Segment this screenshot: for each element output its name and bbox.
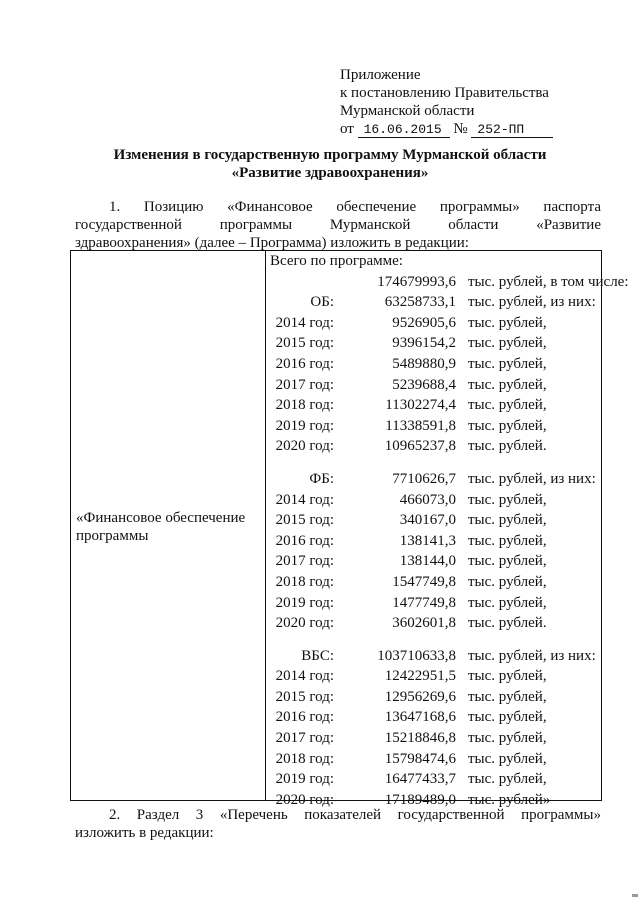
number-label: № xyxy=(453,121,468,137)
year-row xyxy=(270,313,600,334)
intro-line-1: 1. Позицию «Финансовое обеспечение программы» паспорта xyxy=(109,199,601,215)
year-row xyxy=(270,572,600,593)
financing-table xyxy=(70,250,629,808)
year-unit: тыс. рублей, xyxy=(468,688,547,705)
appendix-line-3: Мурманской области xyxy=(340,103,475,119)
total-value: 174679993,6 xyxy=(377,273,456,290)
year-row xyxy=(270,707,600,728)
year-label: 2015 год: xyxy=(275,512,334,529)
column-divider xyxy=(265,251,266,800)
year-label: 2014 год: xyxy=(275,491,334,508)
group-value: 63258733,1 xyxy=(384,294,456,311)
year-unit: тыс. рублей, xyxy=(468,573,547,590)
section-2-paragraph xyxy=(75,806,601,842)
year-unit: тыс. рублей, xyxy=(468,355,547,372)
year-label: 2016 год: xyxy=(275,709,334,726)
title-line-1: Изменения в государственную программу Мурманской области xyxy=(113,147,547,163)
year-row xyxy=(270,551,600,572)
scan-artifact xyxy=(632,894,638,897)
group-spacer xyxy=(270,634,600,646)
year-row xyxy=(270,490,600,511)
year-label: 2018 год: xyxy=(275,573,334,590)
year-value: 11338591,8 xyxy=(385,417,456,434)
group-label: ФБ: xyxy=(309,470,334,487)
year-row xyxy=(270,749,600,770)
document-date: 16.06.2015 xyxy=(358,123,450,138)
year-label: 2020 год: xyxy=(275,438,334,455)
document-title xyxy=(60,146,600,182)
appendix-header xyxy=(340,66,553,138)
year-unit: тыс. рублей, xyxy=(468,750,547,767)
intro-line-2: государственной программы Мурманской области «Развитие xyxy=(75,217,601,233)
year-unit: тыс. рублей, xyxy=(468,771,547,788)
year-row xyxy=(270,375,600,396)
year-value: 340167,0 xyxy=(399,512,456,529)
year-value: 1547749,8 xyxy=(392,573,456,590)
year-label: 2019 год: xyxy=(275,771,334,788)
year-value: 1477749,8 xyxy=(392,594,456,611)
year-value: 466073,0 xyxy=(399,491,456,508)
total-label: Всего по программе: xyxy=(270,253,403,269)
year-unit: тыс. рублей, xyxy=(468,730,547,747)
year-label: 2020 год: xyxy=(275,791,334,808)
appendix-date-line xyxy=(340,120,553,138)
year-row xyxy=(270,436,600,457)
year-value: 3602601,8 xyxy=(392,615,456,632)
year-row xyxy=(270,728,600,749)
year-value: 17189489,0 xyxy=(384,791,456,808)
year-unit: тыс. рублей, xyxy=(468,335,547,352)
year-row xyxy=(270,613,600,634)
section-2-line-2: изложить в редакции: xyxy=(75,825,214,841)
year-row xyxy=(270,687,600,708)
year-label: 2018 год: xyxy=(275,397,334,414)
year-row xyxy=(270,593,600,614)
group-header-row xyxy=(270,469,600,490)
year-unit: тыс. рублей, xyxy=(468,512,547,529)
year-unit: тыс. рублей, xyxy=(468,417,547,434)
year-label: 2017 год: xyxy=(275,553,334,570)
year-label: 2019 год: xyxy=(275,417,334,434)
year-value: 15798474,6 xyxy=(384,750,456,767)
year-value: 5239688,4 xyxy=(392,376,456,393)
year-unit: тыс. рублей, xyxy=(468,709,547,726)
year-value: 9396154,2 xyxy=(392,335,456,352)
group-header-row xyxy=(270,646,600,667)
group-unit: тыс. рублей, из них: xyxy=(468,294,596,311)
year-unit: тыс. рублей. xyxy=(468,438,547,455)
intro-line-3: здравоохранения» (далее – Программа) изложить в редакции: xyxy=(75,235,469,251)
year-row xyxy=(270,354,600,375)
year-label: 2014 год: xyxy=(275,668,334,685)
year-value: 12956269,6 xyxy=(384,688,456,705)
year-unit: тыс. рублей, xyxy=(468,668,547,685)
year-unit: тыс. рублей, xyxy=(468,553,547,570)
year-value: 10965237,8 xyxy=(384,438,456,455)
year-label: 2018 год: xyxy=(275,750,334,767)
group-header-row xyxy=(270,292,600,313)
group-spacer xyxy=(270,457,600,469)
year-unit: тыс. рублей, xyxy=(468,532,547,549)
year-unit: тыс. рублей, xyxy=(468,594,547,611)
year-value: 138141,3 xyxy=(399,532,456,549)
group-value: 7710626,7 xyxy=(392,470,456,487)
year-label: 2015 год: xyxy=(275,335,334,352)
year-unit: тыс. рублей, xyxy=(468,376,547,393)
total-label-row xyxy=(270,251,600,272)
financing-values xyxy=(270,251,629,810)
year-value: 16477433,7 xyxy=(384,771,456,788)
year-row xyxy=(270,395,600,416)
year-row xyxy=(270,510,600,531)
total-unit: тыс. рублей, в том числе: xyxy=(468,273,629,290)
intro-paragraph xyxy=(75,198,601,252)
year-value: 138144,0 xyxy=(399,553,456,570)
year-label: 2016 год: xyxy=(275,532,334,549)
group-label: ВБС: xyxy=(301,647,334,664)
year-value: 13647168,6 xyxy=(384,709,456,726)
year-value: 9526905,6 xyxy=(392,314,456,331)
title-line-2: «Развитие здравоохранения» xyxy=(231,165,429,181)
year-row xyxy=(270,531,600,552)
year-unit: тыс. рублей, xyxy=(468,491,547,508)
year-label: 2020 год: xyxy=(275,615,334,632)
year-unit: тыс. рублей» xyxy=(468,791,551,808)
year-row xyxy=(270,416,600,437)
year-value: 5489880,9 xyxy=(392,355,456,372)
financing-position-label: «Финансовое обеспечение программы xyxy=(76,510,246,544)
document-number: 252-ПП xyxy=(471,123,553,138)
group-value: 103710633,8 xyxy=(377,647,456,664)
year-label: 2014 год: xyxy=(275,314,334,331)
from-label: от xyxy=(340,121,354,137)
year-value: 15218846,8 xyxy=(384,730,456,747)
group-unit: тыс. рублей, из них: xyxy=(468,647,596,664)
year-value: 12422951,5 xyxy=(384,668,456,685)
total-value-row xyxy=(270,272,629,293)
year-label: 2016 год: xyxy=(275,355,334,372)
year-unit: тыс. рублей, xyxy=(468,397,547,414)
year-unit: тыс. рублей. xyxy=(468,615,547,632)
appendix-line-2: к постановлению Правительства xyxy=(340,85,549,101)
year-label: 2019 год: xyxy=(275,594,334,611)
year-label: 2015 год: xyxy=(275,688,334,705)
appendix-line-1: Приложение xyxy=(340,67,421,83)
year-value: 11302274,4 xyxy=(385,397,456,414)
section-2-line-1: 2. Раздел 3 «Перечень показателей государственной программы» xyxy=(109,807,601,823)
year-label: 2017 год: xyxy=(275,376,334,393)
year-label: 2017 год: xyxy=(275,730,334,747)
year-row xyxy=(270,333,600,354)
year-row xyxy=(270,666,600,687)
year-row xyxy=(270,769,600,790)
group-unit: тыс. рублей, из них: xyxy=(468,470,596,487)
group-label: ОБ: xyxy=(310,294,334,311)
year-unit: тыс. рублей, xyxy=(468,314,547,331)
